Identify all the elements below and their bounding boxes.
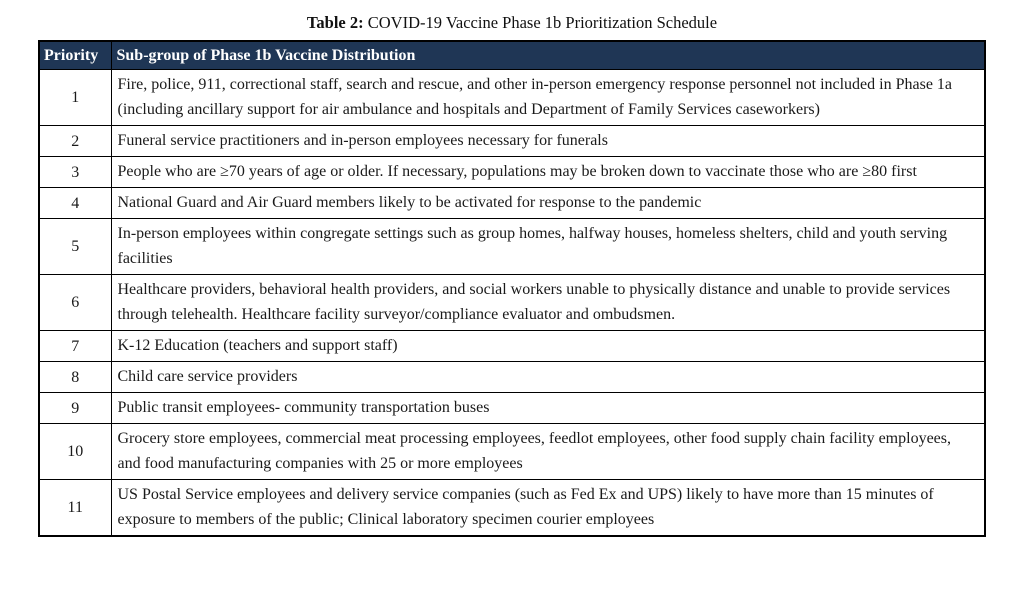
priority-cell: 8 — [39, 362, 111, 393]
subgroup-cell: In-person employees within congregate settings such as group homes, halfway houses, homeless shelters, child and youth serving facilities — [111, 219, 985, 275]
priority-cell: 4 — [39, 188, 111, 219]
table-row — [39, 70, 985, 126]
table-row — [39, 331, 985, 362]
table-row — [39, 275, 985, 331]
prioritization-table — [38, 40, 986, 537]
priority-cell: 7 — [39, 331, 111, 362]
subgroup-cell: People who are ≥70 years of age or older. If necessary, populations may be broken down to vaccinate those who are ≥80 first — [111, 157, 985, 188]
subgroup-cell: K-12 Education (teachers and support staff) — [111, 331, 985, 362]
priority-cell: 5 — [39, 219, 111, 275]
subgroup-cell: Grocery store employees, commercial meat processing employees, feedlot employees, other food supply chain facility employees, and food manufacturing companies with 25 or more employees — [111, 424, 985, 480]
priority-cell: 6 — [39, 275, 111, 331]
table-row — [39, 362, 985, 393]
subgroup-cell: US Postal Service employees and delivery service companies (such as Fed Ex and UPS) likely to have more than 15 minutes of exposure to members of the public; Clinical laboratory specimen courier employees — [111, 480, 985, 537]
subgroup-cell: Fire, police, 911, correctional staff, search and rescue, and other in-person emergency response personnel not included in Phase 1a (including ancillary support for air ambulance and hospitals and Department of Family Services caseworkers) — [111, 70, 985, 126]
priority-cell: 1 — [39, 70, 111, 126]
priority-cell: 3 — [39, 157, 111, 188]
table-row — [39, 480, 985, 537]
table-row — [39, 188, 985, 219]
priority-cell: 2 — [39, 126, 111, 157]
priority-column-header: Priority — [39, 41, 111, 70]
table-caption — [0, 13, 1024, 33]
subgroup-column-header: Sub-group of Phase 1b Vaccine Distribution — [111, 41, 985, 70]
subgroup-cell: Funeral service practitioners and in-person employees necessary for funerals — [111, 126, 985, 157]
table-row — [39, 219, 985, 275]
subgroup-cell: Healthcare providers, behavioral health providers, and social workers unable to physically distance and unable to provide services through telehealth. Healthcare facility surveyor/compliance evaluator and ombudsmen. — [111, 275, 985, 331]
table-header-row — [39, 41, 985, 70]
subgroup-cell: Public transit employees- community transportation buses — [111, 393, 985, 424]
table-row — [39, 393, 985, 424]
table-row — [39, 126, 985, 157]
subgroup-cell: Child care service providers — [111, 362, 985, 393]
subgroup-cell: National Guard and Air Guard members likely to be activated for response to the pandemic — [111, 188, 985, 219]
table-caption-text: COVID-19 Vaccine Phase 1b Prioritization Schedule — [367, 13, 718, 32]
priority-cell: 9 — [39, 393, 111, 424]
table-row — [39, 424, 985, 480]
table-caption-label: Table 2: — [306, 13, 364, 32]
table-row — [39, 157, 985, 188]
priority-cell: 10 — [39, 424, 111, 480]
priority-cell: 11 — [39, 480, 111, 537]
